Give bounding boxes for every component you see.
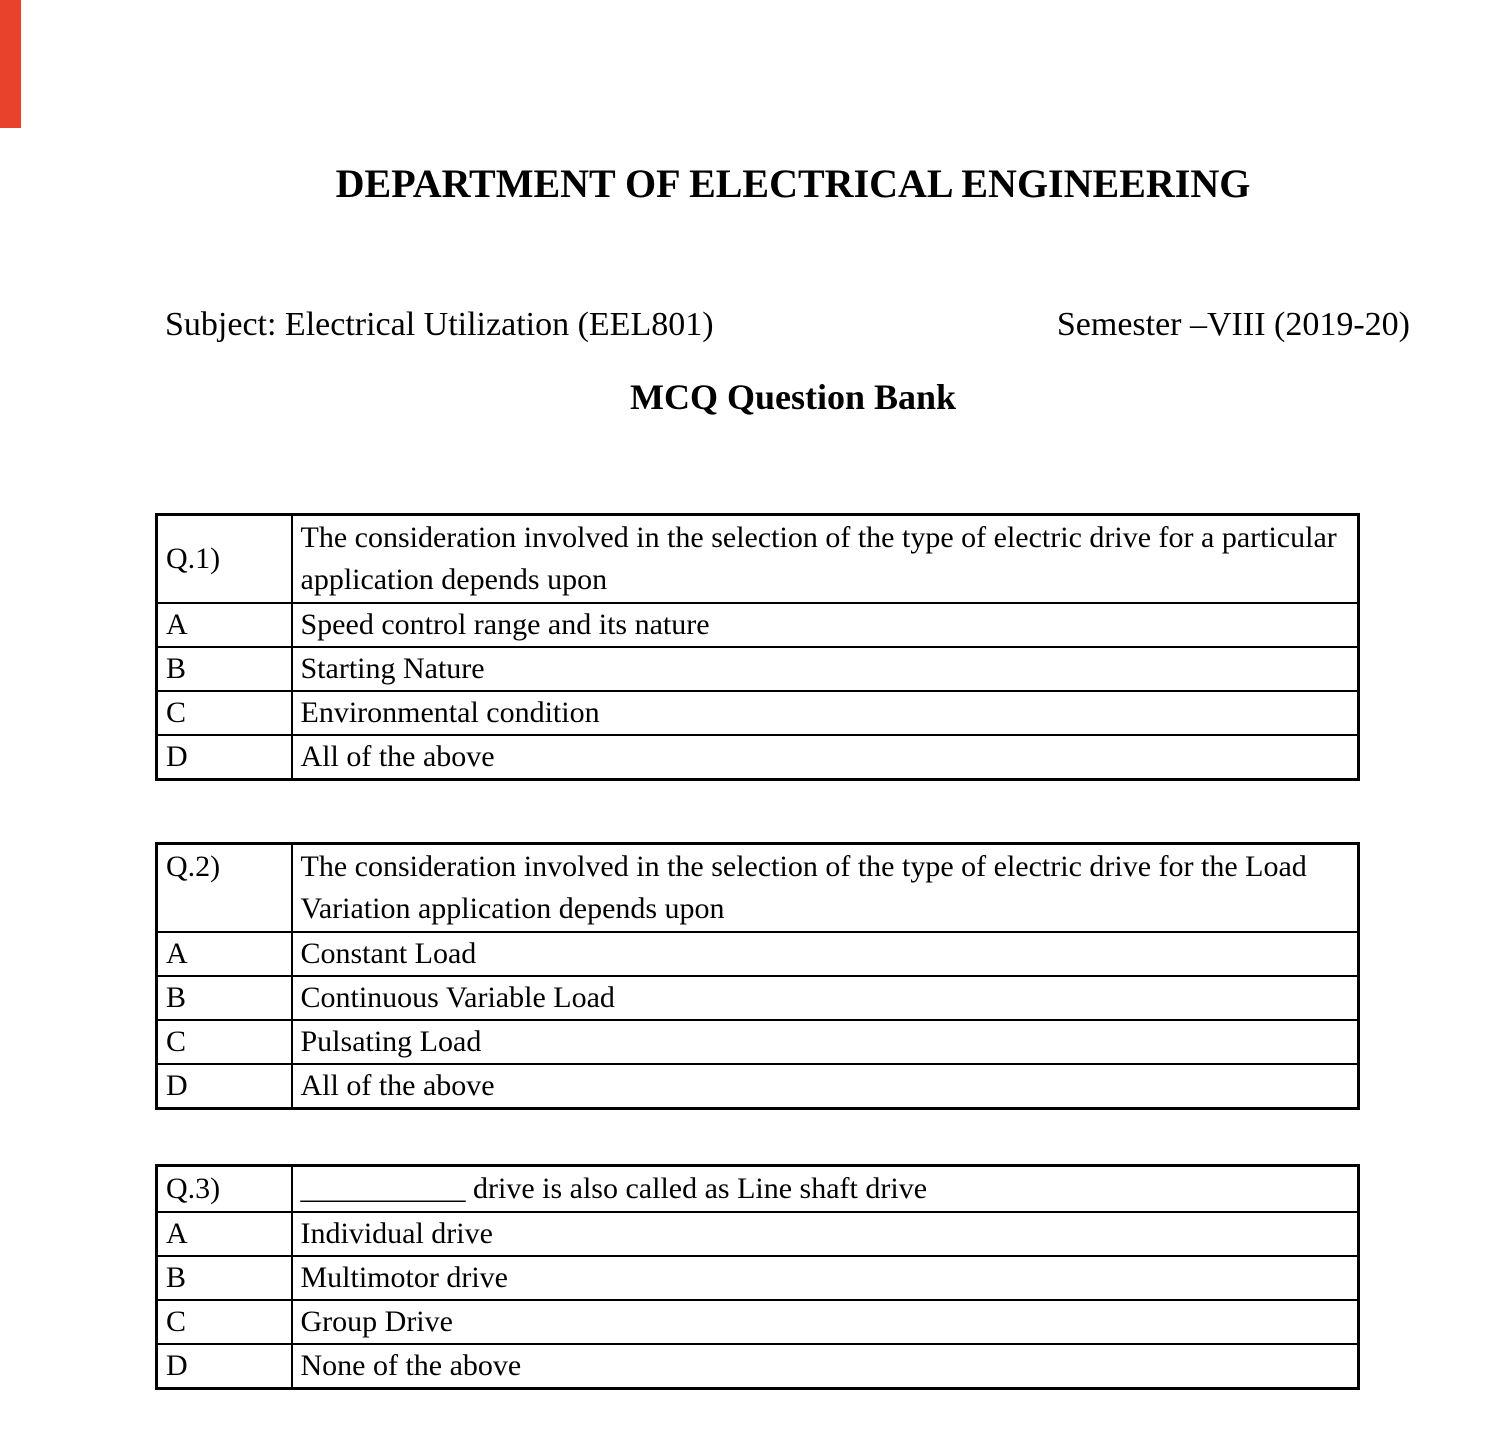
question-table-2 [155, 842, 1360, 1110]
option-text: Continuous Variable Load [292, 976, 1359, 1020]
option-row [157, 735, 1359, 780]
option-label: C [157, 1300, 292, 1344]
option-label: B [157, 1256, 292, 1300]
option-label: D [157, 1064, 292, 1109]
option-row [157, 647, 1359, 691]
question-table-1 [155, 513, 1360, 781]
question-text: The consideration involved in the selection of the type of electric drive for a particular application depends upon [292, 515, 1359, 604]
option-row [157, 1064, 1359, 1109]
option-row [157, 1300, 1359, 1344]
option-text: None of the above [292, 1344, 1359, 1389]
option-row [157, 1344, 1359, 1389]
option-text: Individual drive [292, 1212, 1359, 1256]
question-text: ___________ drive is also called as Line shaft drive [292, 1166, 1359, 1213]
option-label: A [157, 932, 292, 976]
question-row [157, 1166, 1359, 1213]
option-row [157, 976, 1359, 1020]
mcq-question-bank-heading: MCQ Question Bank [629, 377, 957, 417]
option-label: D [157, 1344, 292, 1389]
option-text: Group Drive [292, 1300, 1359, 1344]
option-label: B [157, 647, 292, 691]
question-number: Q.1) [157, 515, 292, 604]
question-row [157, 515, 1359, 604]
red-edge-artifact [0, 0, 21, 128]
option-label: D [157, 735, 292, 780]
question-table-3 [155, 1164, 1360, 1390]
option-row [157, 1256, 1359, 1300]
question-number: Q.2) [157, 844, 292, 933]
option-text: All of the above [292, 735, 1359, 780]
option-text: Multimotor drive [292, 1256, 1359, 1300]
question-number: Q.3) [157, 1166, 292, 1213]
option-label: B [157, 976, 292, 1020]
option-row [157, 603, 1359, 647]
document-title: DEPARTMENT OF ELECTRICAL ENGINEERING [335, 161, 1251, 206]
option-row [157, 1212, 1359, 1256]
option-label: C [157, 1020, 292, 1064]
option-text: Constant Load [292, 932, 1359, 976]
option-row [157, 1020, 1359, 1064]
option-label: A [157, 1212, 292, 1256]
option-label: A [157, 603, 292, 647]
option-text: Pulsating Load [292, 1020, 1359, 1064]
subject-label: Subject: Electrical Utilization (EEL801) [165, 306, 714, 343]
option-row [157, 932, 1359, 976]
question-row [157, 844, 1359, 933]
option-label: C [157, 691, 292, 735]
option-text: Environmental condition [292, 691, 1359, 735]
option-text: All of the above [292, 1064, 1359, 1109]
option-text: Speed control range and its nature [292, 603, 1359, 647]
option-text: Starting Nature [292, 647, 1359, 691]
option-row [157, 691, 1359, 735]
semester-label: Semester –VIII (2019-20) [1056, 306, 1410, 343]
subject-row [165, 306, 1410, 344]
question-text: The consideration involved in the selection of the type of electric drive for the Load Variation application depends upon [292, 844, 1359, 933]
